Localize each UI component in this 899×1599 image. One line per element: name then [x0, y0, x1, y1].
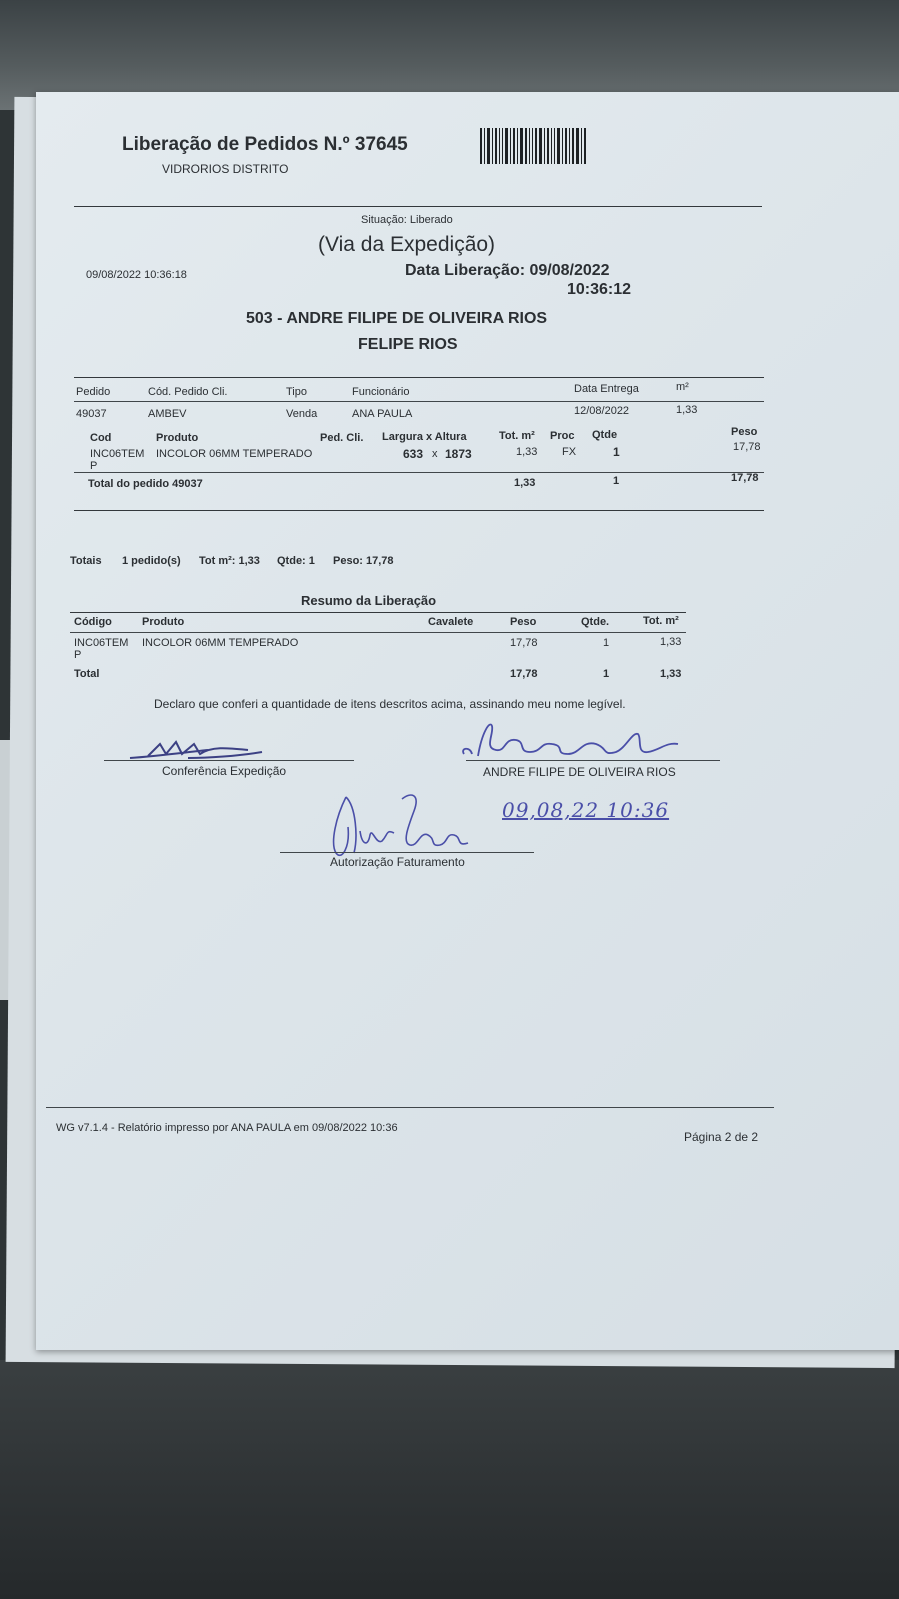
- summary-total-label: Total: [74, 668, 100, 680]
- header-divider: [74, 206, 762, 207]
- order-cod-pedido: AMBEV: [148, 408, 187, 420]
- totals-tot-m2: Tot m²: 1,33: [199, 555, 260, 567]
- item-dimension-separator: x: [432, 448, 438, 460]
- items-col-peso: Peso: [731, 426, 758, 438]
- item-peso: 17,78: [733, 441, 761, 453]
- summary-total-peso: 17,78: [510, 668, 538, 680]
- summary-col-qtde: Qtde.: [581, 616, 610, 628]
- summary-col-peso: Peso: [510, 616, 537, 628]
- col-cod-pedido: Cód. Pedido Cli.: [148, 386, 228, 398]
- item-cod: INC06TEM: [90, 448, 145, 460]
- items-col-ped-cli: Ped. Cli.: [320, 432, 364, 444]
- footer-printed-by: WG v7.1.4 - Relatório impresso por ANA PAULA em 09/08/2022 10:36: [56, 1122, 398, 1134]
- order-tipo: Venda: [286, 408, 318, 420]
- summary-total-tot-m2: 1,33: [660, 668, 682, 680]
- col-funcionario: Funcionário: [352, 386, 410, 398]
- footer-page-number: Página 2 de 2: [684, 1130, 759, 1144]
- item-produto: INCOLOR 06MM TEMPERADO: [156, 448, 313, 460]
- order-total-qtde: 1: [613, 475, 620, 487]
- autorizacao-signature-line: [280, 852, 534, 853]
- release-time: 10:36:12: [567, 281, 632, 298]
- order-total-tot-m2: 1,33: [514, 477, 536, 489]
- footer-rule: [46, 1107, 774, 1108]
- items-col-proc: Proc: [550, 430, 575, 442]
- conferencia-signature-line: [104, 760, 354, 761]
- order-m2: 1,33: [676, 404, 698, 416]
- document-page: [36, 92, 899, 1350]
- client-signature: [456, 712, 696, 772]
- col-m2: m²: [676, 381, 689, 393]
- client-signature-label: ANDRE FILIPE DE OLIVEIRA RIOS: [483, 765, 676, 779]
- release-date: Data Liberação: 09/08/2022: [405, 262, 610, 279]
- background-table-bottom: [0, 1360, 899, 1599]
- summary-col-tot-m2: Tot. m²: [643, 615, 679, 627]
- document-title: Liberação de Pedidos N.º 37645: [122, 134, 408, 155]
- order-total-label: Total do pedido 49037: [88, 478, 203, 490]
- client-nickname: FELIPE RIOS: [358, 336, 458, 353]
- order-funcionario: ANA PAULA: [352, 408, 413, 420]
- order-table-top-rule: [74, 377, 764, 378]
- copy-type: (Via da Expedição): [318, 233, 496, 256]
- items-col-tot-m2: Tot. m²: [499, 430, 535, 442]
- totals-label: Totais: [70, 555, 102, 567]
- summary-col-codigo: Código: [74, 616, 112, 628]
- order-total-peso: 17,78: [731, 472, 759, 484]
- col-tipo: Tipo: [286, 386, 307, 398]
- summary-col-produto: Produto: [142, 616, 185, 628]
- item-cod-suffix: P: [90, 460, 98, 472]
- summary-row-tot-m2: 1,33: [660, 636, 682, 648]
- totals-pedidos: 1 pedido(s): [122, 555, 181, 567]
- company-name: VIDRORIOS DISTRITO: [162, 162, 289, 176]
- summary-col-cavalete: Cavalete: [428, 616, 474, 628]
- item-altura: 1873: [445, 447, 472, 461]
- barcode: [480, 128, 600, 164]
- order-total-top-rule: [74, 472, 764, 473]
- summary-row-produto: INCOLOR 06MM TEMPERADO: [142, 637, 299, 649]
- conferencia-signature: [128, 732, 268, 768]
- col-data-entrega: Data Entrega: [574, 383, 639, 395]
- items-col-produto: Produto: [156, 432, 199, 444]
- handwritten-date: 09,08,22 10:36: [502, 798, 670, 822]
- situation-status: Situação: Liberado: [361, 214, 453, 226]
- order-data-entrega: 12/08/2022: [574, 405, 630, 417]
- items-col-qtde: Qtde: [592, 429, 618, 441]
- summary-total-qtde: 1: [603, 668, 610, 680]
- items-col-cod: Cod: [90, 432, 112, 444]
- col-pedido: Pedido: [76, 386, 111, 398]
- item-largura: 633: [403, 447, 424, 461]
- summary-row-qtde: 1: [603, 637, 610, 649]
- item-qtde: 1: [613, 445, 620, 459]
- conferencia-label: Conferência Expedição: [162, 764, 287, 778]
- items-col-largura-altura: Largura x Altura: [382, 431, 467, 443]
- summary-row-codigo: INC06TEM: [74, 637, 129, 649]
- order-header-rule: [74, 401, 764, 402]
- totals-qtde: Qtde: 1: [277, 555, 315, 567]
- autorizacao-label: Autorização Faturamento: [330, 855, 465, 869]
- declaration-text: Declaro que conferi a quantidade de itens descritos acima, assinando meu nome legível.: [154, 697, 626, 711]
- order-table-bottom-rule: [74, 510, 764, 511]
- order-pedido: 49037: [76, 408, 107, 420]
- client-signature-line: [466, 760, 720, 761]
- summary-header-rule: [70, 632, 686, 633]
- totals-peso: Peso: 17,78: [333, 555, 394, 567]
- summary-top-rule: [70, 612, 686, 613]
- summary-row-codigo-suffix: P: [74, 649, 82, 661]
- item-tot-m2: 1,33: [516, 446, 538, 458]
- item-proc: FX: [562, 446, 577, 458]
- print-timestamp: 09/08/2022 10:36:18: [86, 269, 187, 281]
- summary-row-peso: 17,78: [510, 637, 538, 649]
- client-name: 503 - ANDRE FILIPE DE OLIVEIRA RIOS: [246, 310, 548, 327]
- summary-title: Resumo da Liberação: [301, 593, 437, 608]
